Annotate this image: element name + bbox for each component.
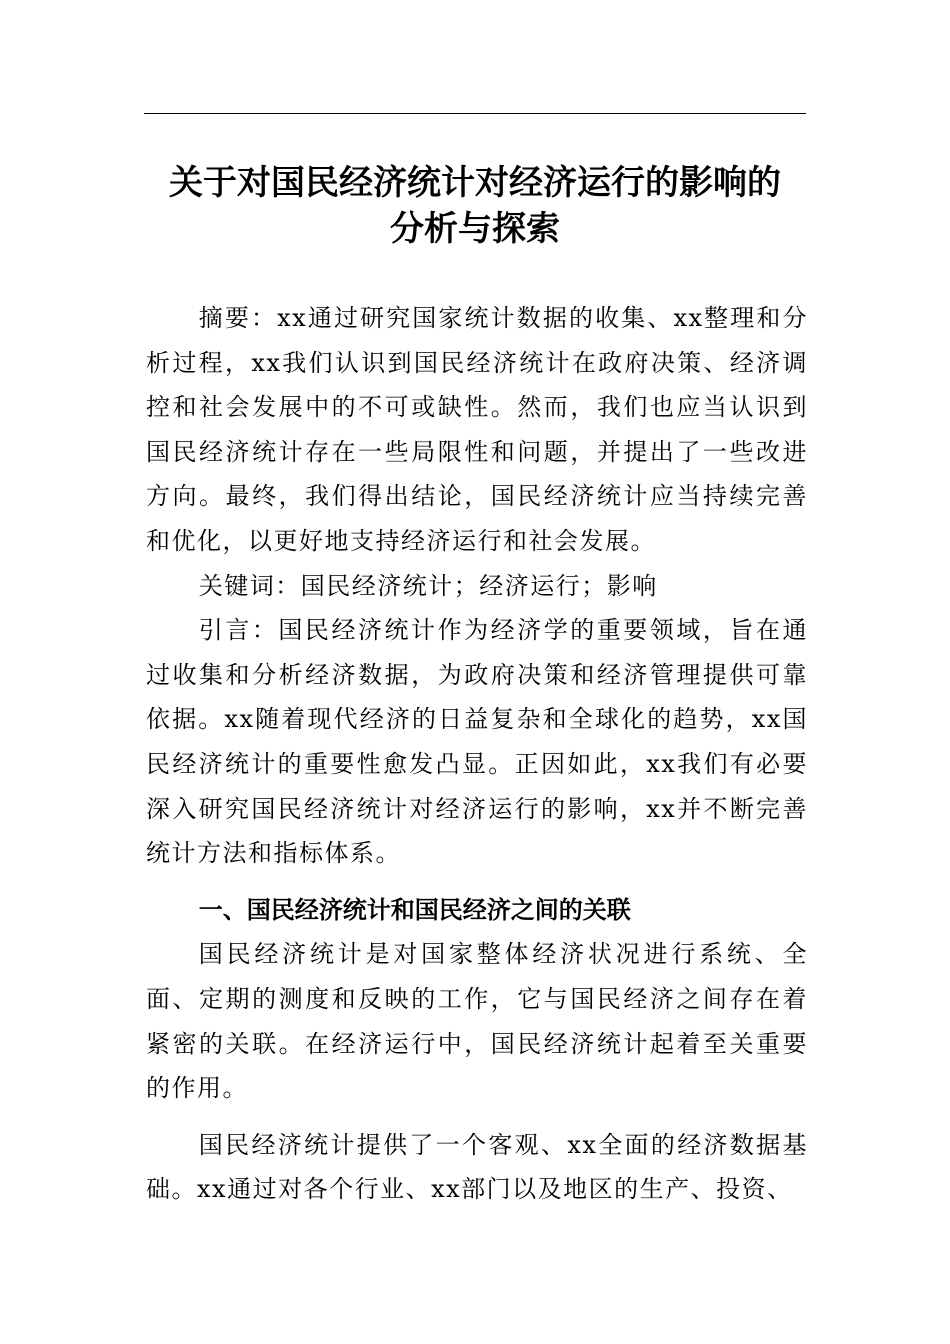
document-body <box>146 296 808 1212</box>
document-title <box>100 160 850 252</box>
header-rule <box>144 113 806 114</box>
section-heading: 一、国民经济统计和国民经济之间的关联 <box>198 895 631 924</box>
introduction-paragraph: 引言：国民经济统计作为经济学的重要领域，旨在通过收集和分析经济数据，为政府决策和经济管理提供可靠依据。xx随着现代经济的日益复杂和全球化的趋势，xx国民经济统计的重要性愈发凸显。正因如此，xx我们有必要深入研究国民经济统计对经济运行的影响，xx并不断完善统计方法和指标体系。 <box>146 616 808 868</box>
body-paragraph: 国民经济统计是对国家整体经济状况进行系统、全面、定期的测度和反映的工作，它与国民经济之间存在着紧密的关联。在经济运行中，国民经济统计起着至关重要的作用。 <box>146 940 808 1103</box>
keywords-paragraph: 关键词：国民经济统计；经济运行；影响 <box>198 571 658 600</box>
title-line-2: 分析与探索 <box>390 209 560 249</box>
abstract-paragraph: 摘要：xx通过研究国家统计数据的收集、xx整理和分析过程，xx我们认识到国民经济统计在政府决策、经济调控和社会发展中的不可或缺性。然而，我们也应当认识到国民经济统计存在一些局限性和问题，并提出了一些改进方向。最终，我们得出结论，国民经济统计应当持续完善和优化，以更好地支持经济运行和社会发展。 <box>146 304 808 555</box>
body-paragraph: 国民经济统计提供了一个客观、xx全面的经济数据基础。xx通过对各个行业、xx部门以及地区的生产、投资、 <box>146 1130 808 1204</box>
title-line-1: 关于对国民经济统计对经济运行的影响的 <box>169 163 781 203</box>
